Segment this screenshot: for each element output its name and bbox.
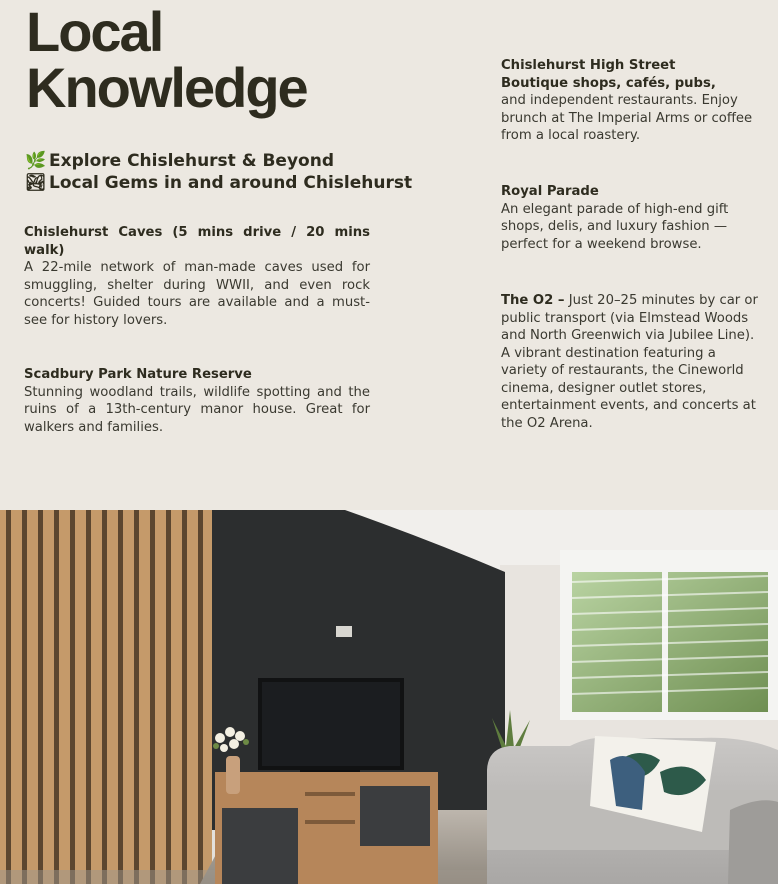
leaf-icon: 🌿 <box>25 151 47 171</box>
caves-heading: Chislehurst Caves (5 mins drive / 20 mins walk) <box>24 225 370 258</box>
subhead-local-gems-text: Local Gems in and around Chislehurst <box>49 173 413 193</box>
high-street-heading: Chislehurst High Street <box>501 58 676 73</box>
subhead-local-gems <box>25 172 412 194</box>
royal-parade-body: An elegant parade of high-end gift shops, delis, and luxury fashion — perfect for a weekend browse. <box>501 201 729 252</box>
living-room-photo <box>0 510 778 884</box>
scadbury-entry <box>24 366 370 436</box>
o2-entry <box>501 292 761 432</box>
caves-entry <box>24 224 370 329</box>
high-street-body: and independent restaurants. Enjoy brunch at The Imperial Arms or coffee from a local roastery. <box>501 93 753 143</box>
high-street-subheading: Boutique shops, cafés, pubs, <box>501 75 716 91</box>
title-line-2: Knowledge <box>26 56 307 119</box>
title-line-1: Local <box>26 0 163 63</box>
o2-heading: The O2 – <box>501 293 565 308</box>
caves-body: A 22-mile network of man-made caves used for smuggling, shelter during WWII, and even rock concerts! Guided tours are available and a must-see for history lovers. <box>24 260 370 328</box>
living-room-illustration <box>0 510 778 884</box>
royal-parade-entry <box>501 183 761 253</box>
page-title <box>26 0 307 119</box>
section-subheads <box>25 150 412 194</box>
subhead-explore-text: Explore Chislehurst & Beyond <box>49 151 334 171</box>
subhead-explore <box>25 150 412 172</box>
high-street-entry <box>501 57 761 145</box>
scadbury-body: Stunning woodland trails, wildlife spotting and the ruins of a 13th-century manor house. Great for walkers and families. <box>24 384 370 435</box>
landscape-icon: 🏞 <box>25 173 47 193</box>
scadbury-heading: Scadbury Park Nature Reserve <box>24 367 252 382</box>
o2-body: Just 20–25 minutes by car or public transport (via Elmstead Woods and North Greenwich via Jubilee Line). A vibrant destination featuring a variety of restaurants, the Cineworld cinema, designer outlet stores, entertainment events, and concerts at the O2 Arena. <box>501 293 758 431</box>
royal-parade-heading: Royal Parade <box>501 184 599 199</box>
